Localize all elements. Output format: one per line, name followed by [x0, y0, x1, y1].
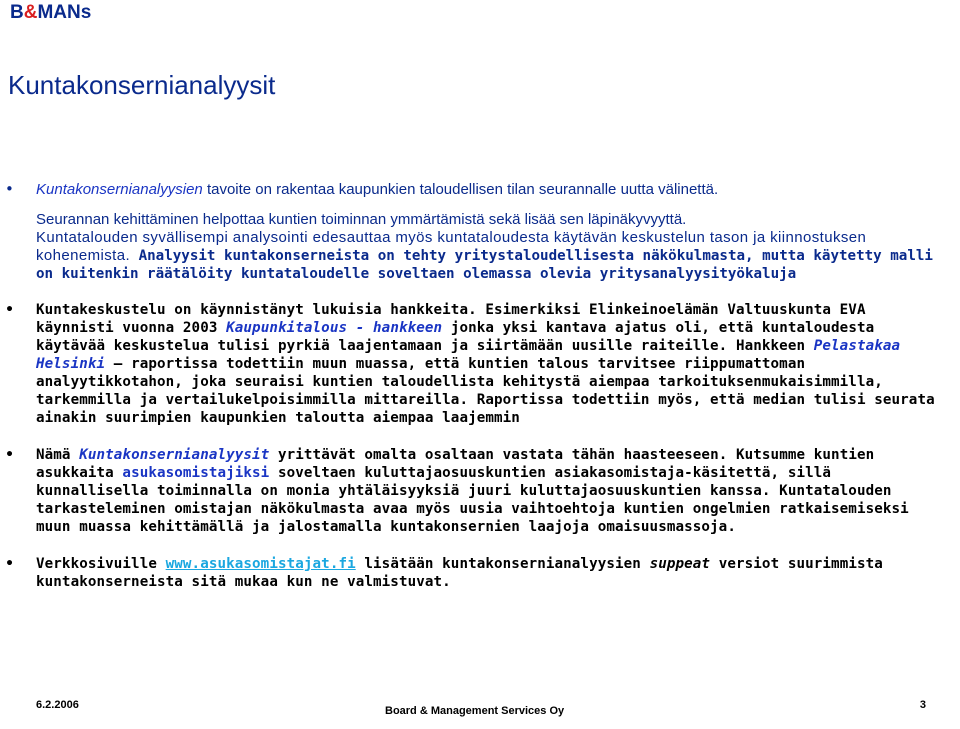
bullet-3 — [5, 446, 940, 536]
footer — [0, 689, 960, 729]
bullet-4 — [5, 555, 940, 591]
bullet-3-text-3: soveltaen kuluttajaosuuskuntien asiakasomistaja-käsitettä, sillä kunnallisella toiminnalla on monia yhtäläisyyksiä juuri kuluttajaosuuskuntien kanssa. Kuntatalouden tarkasteleminen omistajan näkökulmasta avaa myös uusia vaihtoehtoja kuntien ongelmien ratkaisemiseksi muun muassa kehittämällä ja jalostamalla kuntakonsernien laajoja omaisuusmassoja. — [36, 465, 909, 535]
bullet-dot: • — [5, 556, 15, 572]
bullet-2-text-1: Kuntakeskustelu on käynnistänyt lukuisia hankkeita. Esimerkiksi Elinkeinoelämän Valtuuskunta EVA käynnisti vuonna 2003 — [36, 302, 866, 336]
kaupunkitalous-link-text: Kaupunkitalous - hankkeen — [226, 320, 443, 336]
footer-company: Board & Management Services Oy — [385, 705, 565, 717]
bullet-dot: • — [5, 447, 15, 463]
bullet-4-text-3: versiot suurimmista kuntakonserneista sitä mukaa kun ne valmistuvat. — [36, 556, 883, 590]
bullet-dot: • — [5, 180, 14, 198]
page-title: Kuntakonsernianalyysit — [8, 70, 276, 100]
bullet-1-para3b: Analyysit kuntakonserneista on tehty yritystaloudellisesta näkökulmasta, mutta käytetty malli on kuitenkin räätälöity kuntataloudelle soveltaen olemassa olevia yritysanalyysityökaluja — [36, 248, 933, 282]
bullet-3-text-1: Nämä — [36, 447, 80, 463]
website-link[interactable]: www.asukasomistajat.fi — [165, 556, 356, 572]
bullet-1-text: tavoite on rakentaa kaupunkien taloudellisen tilan seurannalle uutta välinettä. — [202, 181, 719, 198]
logo-b: B — [10, 2, 24, 23]
company-logo — [10, 2, 91, 24]
bullet-2-text-3: – raportissa todettiin muun muassa, että kuntien talous tarvitsee riippumattoman analyytikkotahon, joka seuraisi kuntien taloudellista kehitystä aiempaa tarkoituksenmukaisimmilla, tarkemmilla ja vertailukelpoisimmilla mittareilla. Raportissa todettiin myös, että median tulisi seurata ainakin suurimpien kaupunkien taloutta aiempaa laajemmin — [36, 356, 935, 426]
asukasomistajiksi-text: asukasomistajiksi — [122, 465, 270, 481]
bullet-1-para3 — [36, 229, 940, 283]
bullet-2 — [5, 301, 940, 427]
suppeat-text: suppeat — [649, 556, 711, 572]
bullet-1-para3a: Kuntatalouden syvällisempi analysointi edesauttaa myös kuntataloudesta käytävän keskustelun tason ja kiinnostuksen kohenemista. — [36, 229, 867, 264]
bullet-2-text-2: jonka yksi kantava ajatus oli, että kuntaloudesta käytävää keskustelua tulisi pyrkiä laajentamaan ja siirtämään uusille raiteille. Hankkeen — [36, 320, 875, 354]
footer-date: 6.2.2006 — [36, 699, 79, 711]
kuntakonsernianalyysit-text: Kuntakonsernianalyysit — [79, 447, 270, 463]
pelastakaa-helsinki-text: Pelastakaa Helsinki — [36, 338, 901, 372]
bullet-dot: • — [5, 302, 15, 318]
bullet-4-text-2: lisätään kuntakonsernianalyysien — [355, 556, 650, 572]
bullet-4-text-1: Verkkosivuille — [36, 556, 166, 572]
page-number: 3 — [919, 699, 926, 711]
logo-mans: MANs — [37, 2, 92, 23]
bullet-1-italic: Kuntakonsernianalyysien — [36, 181, 203, 198]
bullet-1-para2: Seurannan kehittäminen helpottaa kuntien toiminnan ymmärtämistä sekä lisää sen läpinäkyvyyttä. — [36, 211, 687, 228]
bullet-3-text-2: yrittävät omalta osaltaan vastata tähän haasteeseen. Kutsumme kuntien asukkaita — [36, 447, 875, 481]
bullet-1 — [5, 180, 940, 283]
slide-content — [5, 180, 940, 591]
bullet-1-intro — [36, 180, 940, 199]
logo-ampersand: & — [23, 2, 38, 23]
